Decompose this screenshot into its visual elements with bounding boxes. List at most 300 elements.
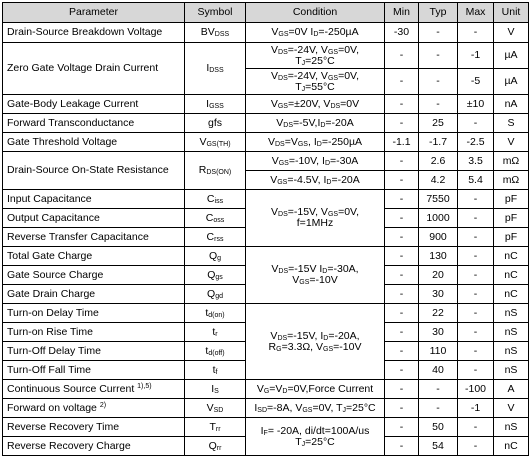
typ-cell: 25: [419, 114, 458, 133]
header-parameter: Parameter: [3, 3, 185, 23]
subscript: GS(TH): [206, 140, 231, 148]
min-cell: -: [385, 190, 419, 209]
text-run: Output Capacitance: [7, 211, 100, 224]
unit-cell: S: [494, 114, 529, 133]
text-run: Gate Source Charge: [7, 268, 104, 281]
max-cell: -: [458, 437, 494, 456]
symbol-cell: [185, 152, 246, 190]
text-run: =±20V, V: [287, 97, 331, 110]
text-run: Drain-Source Breakdown Voltage: [7, 26, 163, 38]
min-cell: -: [385, 342, 419, 361]
max-cell: -: [458, 190, 494, 209]
subscript: f: [215, 368, 218, 376]
unit-cell: nC: [494, 285, 529, 304]
text-run: C: [205, 211, 214, 224]
max-cell: ±10: [458, 95, 494, 114]
table-row: [3, 247, 529, 266]
parameter-cell: [3, 304, 185, 323]
subscript: D: [324, 159, 330, 167]
text-run: gfs: [207, 116, 222, 129]
parameter-cell: [3, 323, 185, 342]
condition-cell: [246, 380, 385, 399]
condition-cell: [246, 95, 385, 114]
subscript: G: [276, 345, 282, 353]
text-run: =0V: [340, 97, 360, 110]
text-run: =-10V: [333, 340, 362, 353]
typ-cell: 54: [419, 437, 458, 456]
header-unit: Unit: [494, 3, 529, 23]
text-run: V: [292, 274, 300, 286]
subscript: g: [217, 254, 222, 262]
typ-cell: 30: [419, 285, 458, 304]
table-row: [3, 399, 529, 418]
max-cell: -1: [458, 399, 494, 418]
table-row: [3, 380, 529, 399]
subscript: d(on): [208, 311, 225, 319]
symbol-cell: [185, 361, 246, 380]
unit-cell: V: [494, 133, 529, 152]
table-row: [3, 114, 529, 133]
text-run: Reverse Recovery Time: [7, 420, 120, 433]
typ-cell: 7550: [419, 190, 458, 209]
text-run: Q: [208, 249, 218, 262]
text-run: =0V, T: [312, 401, 343, 414]
text-run: Turn-on Delay Time: [7, 306, 99, 319]
min-cell: -: [385, 209, 419, 228]
parameter-cell: [3, 266, 185, 285]
text-run: Gate Drain Charge: [7, 287, 96, 300]
subscript: SD: [213, 406, 224, 414]
typ-cell: 1000: [419, 209, 458, 228]
text-run: , I: [307, 135, 317, 148]
unit-cell: µA: [494, 69, 529, 95]
typ-cell: -: [419, 399, 458, 418]
typ-cell: 30: [419, 323, 458, 342]
text-run: =-20A: [331, 173, 360, 186]
text-run: Reverse Transfer Capacitance: [7, 230, 149, 243]
text-run: Total Gate Charge: [7, 249, 93, 262]
text-run: =0V,Force Current: [287, 382, 374, 395]
unit-cell: pF: [494, 190, 529, 209]
unit-cell: nS: [494, 323, 529, 342]
min-cell: -: [385, 361, 419, 380]
parameter-cell: [3, 399, 185, 418]
text-run: V: [276, 116, 284, 129]
header-symbol: Symbol: [185, 3, 246, 23]
unit-cell: nC: [494, 247, 529, 266]
subscript: rss: [214, 235, 224, 243]
text-run: Drain-Source On-State Resistance: [7, 164, 169, 176]
min-cell: -: [385, 380, 419, 399]
text-run: T: [295, 54, 302, 67]
symbol-cell: [185, 133, 246, 152]
min-cell: -: [385, 171, 419, 190]
symbol-cell: [185, 114, 246, 133]
text-run: =3.3Ω, V: [281, 340, 324, 353]
condition-cell: [246, 304, 385, 380]
text-run: =-250µA: [318, 26, 359, 38]
min-cell: -: [385, 437, 419, 456]
table-row: [3, 43, 529, 69]
symbol-cell: [185, 228, 246, 247]
typ-cell: -1.7: [419, 133, 458, 152]
subscript: D: [316, 140, 322, 148]
condition-cell: [246, 114, 385, 133]
parameter-cell: [3, 190, 185, 209]
subscript: d(off): [208, 349, 225, 357]
condition-cell: [246, 152, 385, 171]
subscript: DS: [278, 74, 288, 82]
typ-cell: 2.6: [419, 152, 458, 171]
subscript: J: [301, 59, 306, 67]
typ-cell: -: [419, 380, 458, 399]
text-run: =0V I: [288, 26, 314, 38]
text-run: =-15V, V: [287, 206, 328, 218]
text-run: V: [271, 154, 279, 167]
max-cell: -: [458, 209, 494, 228]
typ-cell: -: [419, 43, 458, 69]
subscript: D: [323, 334, 329, 342]
text-run: C: [206, 230, 215, 243]
max-cell: -: [458, 304, 494, 323]
text-run: Turn-on Rise Time: [7, 325, 93, 338]
subscript: GS: [278, 31, 289, 38]
symbol-cell: [185, 380, 246, 399]
parameter-cell: [3, 285, 185, 304]
unit-cell: nC: [494, 437, 529, 456]
min-cell: -: [385, 247, 419, 266]
header-typ: Typ: [419, 3, 458, 23]
text-run: Q: [208, 439, 217, 452]
text-run: =-15V, I: [287, 329, 324, 342]
condition-cell: [246, 399, 385, 418]
subscript: r: [215, 330, 218, 338]
text-run: =-4.5V, I: [287, 173, 327, 186]
symbol-cell: [185, 43, 246, 95]
max-cell: -100: [458, 380, 494, 399]
max-cell: -: [458, 23, 494, 43]
header-max: Max: [458, 3, 494, 23]
symbol-cell: [185, 323, 246, 342]
subscript: D: [322, 268, 328, 275]
condition-cell: [246, 418, 385, 456]
text-run: t: [205, 306, 209, 319]
text-run: =-10V, I: [288, 154, 325, 167]
subscript: GS: [277, 102, 288, 110]
text-run: V: [271, 43, 279, 56]
typ-cell: 4.2: [419, 171, 458, 190]
parameter-cell: [3, 114, 185, 133]
text-run: V: [256, 382, 264, 395]
parameter-cell: [3, 152, 185, 190]
text-run: Gate-Body Leakage Current: [7, 97, 139, 110]
subscript: rr: [215, 425, 221, 433]
symbol-cell: [185, 437, 246, 456]
text-run: I: [254, 401, 258, 414]
subscript: G: [263, 387, 270, 395]
unit-cell: mΩ: [494, 152, 529, 171]
subscript: S: [214, 387, 219, 395]
symbol-cell: [185, 399, 246, 418]
unit-cell: nC: [494, 266, 529, 285]
text-run: =-20A: [325, 116, 354, 129]
parameter-cell: [3, 380, 185, 399]
text-run: =-30A: [330, 154, 359, 167]
text-run: Gate Threshold Voltage: [7, 135, 118, 148]
text-run: I: [211, 382, 215, 395]
parameter-cell: [3, 43, 185, 95]
subscript: D: [313, 31, 319, 38]
typ-cell: 900: [419, 228, 458, 247]
min-cell: -: [385, 228, 419, 247]
parameter-cell: [3, 95, 185, 114]
text-run: Reverse Recovery Charge: [7, 439, 131, 452]
table-row: [3, 133, 529, 152]
text-run: Turn-Off Fall Time: [7, 363, 92, 376]
typ-cell: 20: [419, 266, 458, 285]
unit-cell: V: [494, 399, 529, 418]
min-cell: -: [385, 43, 419, 69]
text-run: f=1MHz: [296, 217, 334, 229]
symbol-cell: [185, 304, 246, 323]
unit-cell: nS: [494, 304, 529, 323]
text-run: V: [270, 97, 278, 110]
unit-cell: nS: [494, 361, 529, 380]
condition-cell: [246, 69, 385, 95]
text-run: =-8A, V: [267, 401, 303, 414]
parameter-cell: [3, 342, 185, 361]
subscript: J: [301, 85, 306, 93]
table-body: [3, 23, 529, 456]
subscript: oss: [213, 216, 225, 224]
text-run: I: [206, 62, 210, 74]
subscript: D: [326, 178, 332, 186]
parameter-cell: [3, 133, 185, 152]
text-run: I: [260, 424, 264, 437]
text-run: I: [206, 97, 210, 110]
text-run: C: [206, 192, 215, 205]
unit-cell: nA: [494, 95, 529, 114]
table-row: [3, 152, 529, 171]
max-cell: -1: [458, 43, 494, 69]
parameter-cell: [3, 418, 185, 437]
symbol-cell: [185, 190, 246, 209]
subscript: GSS: [209, 102, 224, 110]
text-run: =-15V I: [288, 263, 323, 275]
symbol-cell: [185, 418, 246, 437]
parameter-cell: [3, 228, 185, 247]
subscript: iss: [214, 197, 224, 205]
text-run: t: [212, 363, 216, 376]
symbol-cell: [185, 95, 246, 114]
symbol-cell: [185, 23, 246, 43]
subscript: D: [282, 387, 288, 395]
subscript: gd: [215, 292, 223, 300]
subscript: GS: [327, 74, 339, 82]
text-run: =-30A,: [327, 263, 359, 275]
subscript: D: [320, 121, 326, 129]
text-run: V: [271, 69, 279, 82]
unit-cell: pF: [494, 209, 529, 228]
typ-cell: -: [419, 23, 458, 43]
max-cell: 3.5: [458, 152, 494, 171]
table-row: [3, 95, 529, 114]
text-run: =55°C: [305, 80, 335, 93]
subscript: DS(ON): [206, 169, 232, 176]
text-run: = -20A, di/dt=100A/us: [267, 424, 370, 437]
max-cell: -: [458, 285, 494, 304]
subscript: rr: [216, 444, 222, 452]
subscript: SD: [257, 406, 268, 414]
text-run: =V: [269, 382, 283, 395]
subscript: gs: [215, 273, 223, 281]
subscript: DS: [278, 268, 289, 275]
unit-cell: nS: [494, 342, 529, 361]
text-run: Turn-Off Delay Time: [7, 344, 101, 357]
subscript: GS: [297, 140, 308, 148]
min-cell: -: [385, 114, 419, 133]
text-run: Q: [207, 268, 216, 281]
typ-cell: -: [419, 95, 458, 114]
unit-cell: µA: [494, 43, 529, 69]
max-cell: -: [458, 247, 494, 266]
text-run: V: [206, 401, 214, 414]
electrical-characteristics-table: [2, 2, 529, 456]
max-cell: -: [458, 342, 494, 361]
text-run: =-24V, V: [287, 43, 328, 56]
text-run: =0V,: [338, 206, 359, 218]
text-run: T: [295, 435, 302, 448]
unit-cell: A: [494, 380, 529, 399]
text-run: =0V,: [338, 43, 359, 56]
typ-cell: -: [419, 69, 458, 95]
typ-cell: 130: [419, 247, 458, 266]
symbol-cell: [185, 342, 246, 361]
superscript: 2): [99, 401, 107, 409]
max-cell: -: [458, 418, 494, 437]
subscript: DSS: [209, 67, 224, 74]
subscript: GS: [302, 406, 313, 414]
subscript: DS: [274, 140, 285, 148]
text-run: T: [209, 420, 216, 433]
parameter-cell: [3, 361, 185, 380]
text-run: Forward on voltage: [7, 401, 100, 414]
superscript: 1),5): [137, 382, 152, 390]
condition-cell: [246, 190, 385, 247]
subscript: GS: [278, 159, 289, 167]
min-cell: -: [385, 304, 419, 323]
min-cell: -: [385, 95, 419, 114]
text-run: V: [270, 173, 278, 186]
subscript: F: [263, 429, 268, 437]
header-row: [3, 3, 529, 23]
symbol-cell: [185, 285, 246, 304]
text-run: =-5V,I: [293, 116, 321, 129]
header-min: Min: [385, 3, 419, 23]
symbol-cell: [185, 247, 246, 266]
table-row: [3, 304, 529, 323]
condition-cell: [246, 133, 385, 152]
text-run: Q: [207, 287, 216, 300]
subscript: DS: [278, 48, 288, 56]
text-run: V: [267, 135, 275, 148]
condition-cell: [246, 43, 385, 69]
parameter-cell: [3, 437, 185, 456]
text-run: V: [199, 135, 207, 148]
subscript: J: [301, 440, 306, 448]
text-run: =V: [284, 135, 298, 148]
text-run: Continuous Source Current: [7, 382, 138, 395]
min-cell: -1.1: [385, 133, 419, 152]
typ-cell: 22: [419, 304, 458, 323]
symbol-cell: [185, 209, 246, 228]
typ-cell: 40: [419, 361, 458, 380]
text-run: V: [271, 26, 279, 38]
text-run: BV: [200, 26, 215, 38]
parameter-cell: [3, 23, 185, 43]
min-cell: -: [385, 69, 419, 95]
symbol-cell: [185, 266, 246, 285]
text-run: t: [212, 325, 216, 338]
max-cell: -: [458, 323, 494, 342]
condition-cell: [246, 171, 385, 190]
max-cell: -2.5: [458, 133, 494, 152]
text-run: V: [270, 329, 278, 342]
subscript: GS: [327, 211, 339, 218]
header-condition: Condition: [246, 3, 385, 23]
unit-cell: V: [494, 23, 529, 43]
typ-cell: 110: [419, 342, 458, 361]
subscript: DSS: [214, 31, 230, 38]
text-run: =25°C: [346, 401, 376, 414]
text-run: Forward Transconductance: [7, 116, 135, 129]
unit-cell: pF: [494, 228, 529, 247]
min-cell: -: [385, 418, 419, 437]
table-row: [3, 418, 529, 437]
subscript: DS: [277, 334, 288, 342]
text-run: R: [198, 164, 207, 176]
min-cell: -: [385, 285, 419, 304]
min-cell: -: [385, 266, 419, 285]
parameter-cell: [3, 209, 185, 228]
max-cell: -: [458, 361, 494, 380]
unit-cell: mΩ: [494, 171, 529, 190]
text-run: =25°C: [305, 435, 335, 448]
max-cell: -: [458, 114, 494, 133]
subscript: J: [342, 406, 347, 414]
condition-cell: [246, 23, 385, 43]
max-cell: -: [458, 228, 494, 247]
subscript: GS: [299, 279, 310, 286]
min-cell: -: [385, 152, 419, 171]
subscript: DS: [330, 102, 341, 110]
text-run: T: [295, 80, 302, 93]
min-cell: -: [385, 399, 419, 418]
max-cell: 5.4: [458, 171, 494, 190]
text-run: Input Capacitance: [7, 192, 92, 205]
subscript: GS: [323, 345, 334, 353]
condition-cell: [246, 247, 385, 304]
text-run: V: [271, 263, 279, 275]
text-run: R: [268, 340, 277, 353]
parameter-cell: [3, 247, 185, 266]
text-run: =25°C: [305, 54, 335, 67]
typ-cell: 50: [419, 418, 458, 437]
text-run: =-20A,: [328, 329, 360, 342]
min-cell: -: [385, 323, 419, 342]
subscript: DS: [283, 121, 294, 129]
text-run: =-250µA: [321, 135, 363, 148]
